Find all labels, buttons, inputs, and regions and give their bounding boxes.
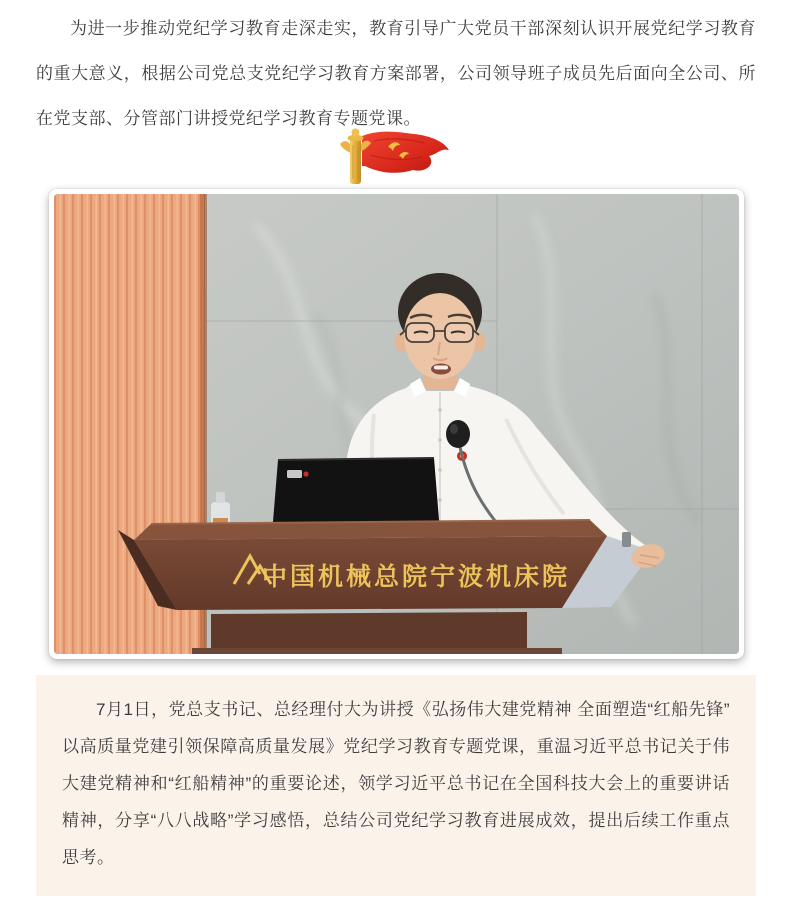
speaker-photo-illustration xyxy=(54,194,739,654)
summary-paragraph: 7月1日，党总支书记、总经理付大为讲授《弘扬伟大建党精神 全面塑造“红船先锋” 以高质量党建引领保障高质量发展》党纪学习教育专题党课，重温习近平总书记关于伟大建党精神和“红船精神”的重要论述，领学习近平总书记在全国科技大会上的重要讲话精神，分享“八八战略”学习感悟，总结公司党纪学习教育进展成效，提出后续工作重点思考。 xyxy=(62,700,730,867)
podium-nameplate-text: 中国机械总院宁波机床院 xyxy=(261,563,570,591)
flag-pillar-icon xyxy=(336,127,456,185)
flag-decoration xyxy=(336,127,456,185)
intro-paragraph: 为进一步推动党纪学习教育走深走实，教育引导广大党员干部深刻认识开展党纪学习教育的重大意义，根据公司党总支党纪学习教育方案部署，公司领导班子成员先后面向全公司、所在党支部、分管部门讲授党纪学习教育专题党课。 xyxy=(36,19,756,128)
speaker-photo[interactable] xyxy=(49,189,744,659)
summary-box xyxy=(36,675,756,896)
